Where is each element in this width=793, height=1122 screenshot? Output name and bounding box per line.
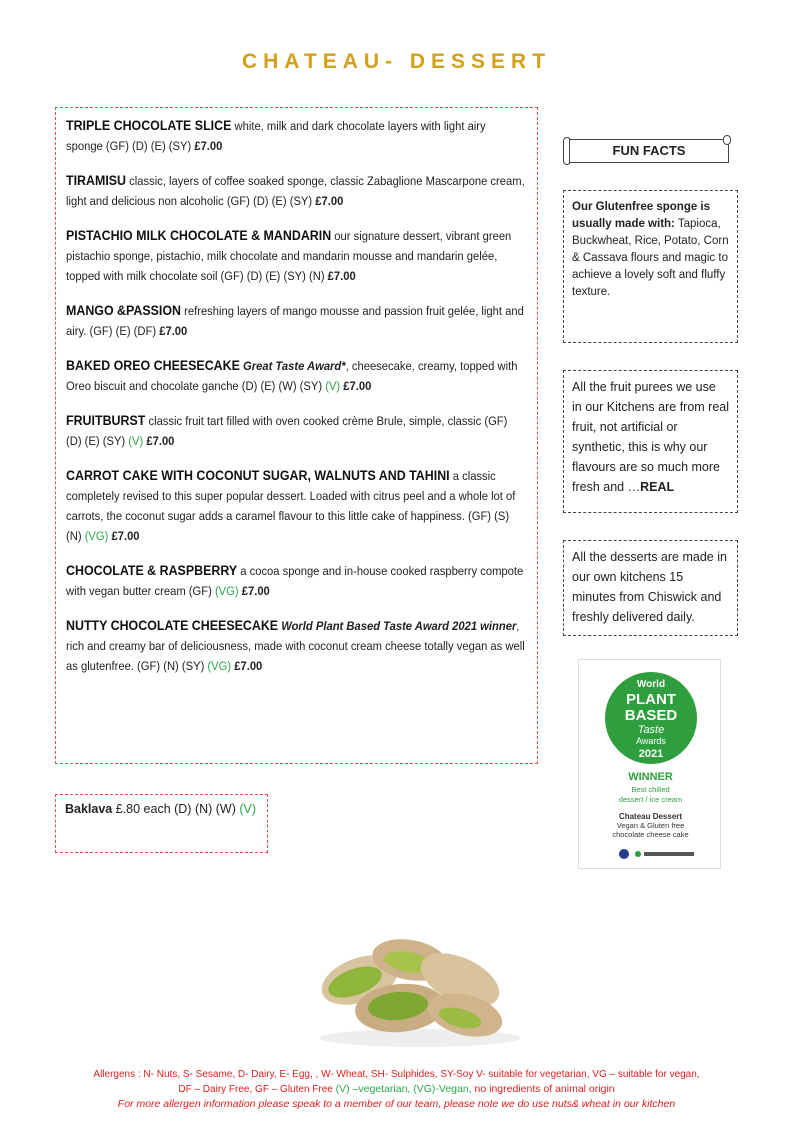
logo-text-taste: Taste [637, 724, 665, 736]
item-name: MANGO &PASSION [66, 303, 182, 318]
item-price: £7.00 [238, 584, 270, 598]
item-name: NUTTY CHOCOLATE CHEESECAKE [66, 618, 279, 633]
menu-item [66, 561, 525, 601]
sponsor-logos [619, 848, 699, 860]
logo-text-based: BASED [624, 707, 678, 724]
item-name: CHOCOLATE & RASPBERRY [66, 563, 238, 578]
menu-item [66, 616, 525, 676]
allergen-text: no ingredients of animal origin [471, 1083, 615, 1095]
award-category [579, 785, 722, 805]
item-price: £7.00 [315, 194, 344, 208]
menu-item [66, 411, 525, 451]
baklava-diet-tag: (V) [239, 802, 257, 816]
menu-item [66, 226, 525, 286]
sponsor-wordmark [644, 852, 694, 856]
item-description: , rich and creamy bar of deliciousness, made with coconut cream cheese totally vegan as well as glutenfree. (GF) (N) (SY) [66, 619, 525, 673]
award-product-line: chocolate cheese cake [612, 830, 689, 839]
award-winner-label: WINNER [628, 771, 673, 783]
fact-bold-end: REAL [640, 480, 675, 494]
item-price: £7.00 [194, 139, 223, 153]
item-diet-tag: (VG) [214, 584, 239, 598]
fact-text: All the fruit purees we use in our Kitchens are from real fruit, not artificial or synthetic, this is why our flavours are so much more fresh and … [572, 380, 730, 494]
item-price: £7.00 [143, 434, 175, 448]
item-diet-tag: (V) [325, 379, 341, 393]
item-price: £7.00 [231, 659, 263, 673]
menu-item [66, 171, 525, 211]
plant-based-awards-logo [605, 672, 697, 764]
logo-text-year: 2021 [638, 748, 664, 760]
baklava-description: £.80 each (D) (N) (W) [112, 802, 240, 816]
item-description: refreshing layers of mango mousse and passion fruit gelée, light and airy. (GF) (E) (DF) [66, 304, 524, 338]
menu-item [66, 116, 525, 156]
item-description: classic fruit tart filled with oven cooked crème Brule, simple, classic (GF) (D) (E) (SY) [66, 414, 508, 448]
item-award: Great Taste Award* [239, 359, 346, 373]
item-name: CARROT CAKE WITH COCONUT SUGAR, WALNUTS AND TAHINI [66, 468, 450, 483]
item-name: BAKED OREO CHEESECAKE [66, 358, 240, 373]
fun-fact-glutenfree [563, 190, 738, 343]
allergen-text: DF – Dairy Free, GF – Gluten Free [178, 1084, 336, 1095]
menu-item [66, 466, 525, 546]
baklava-box [55, 794, 268, 853]
item-description: a classic completely revised to this super popular dessert. Loaded with citrus peel and a whole lot of carrots, the coconut sugar adds a caramel flavour to this little cake of happiness. (GF) (S) (N) [66, 469, 516, 543]
fun-facts-heading: FUN FACTS [569, 139, 729, 163]
menu-item [66, 356, 525, 396]
fun-fact-fruit [563, 370, 738, 513]
logo-text-plant: PLANT [626, 691, 676, 708]
scroll-curl-right [723, 135, 731, 145]
item-description: white, milk and dark chocolate layers with light airy sponge (GF) (D) (E) (SY) [66, 119, 486, 153]
item-description: a cocoa sponge and in-house cooked raspberry compote with vegan butter cream (GF) [66, 564, 524, 598]
allergen-diet-note: (V) –vegetarian, (VG)-Vegan, [335, 1083, 472, 1095]
item-description: classic, layers of coffee soaked sponge, classic Zabaglione Mascarpone cream, light and delicious non alcoholic (GF) (D) (E) (SY) [66, 174, 525, 208]
item-price: £7.00 [159, 324, 188, 338]
award-product-name: Chateau Dessert [618, 812, 683, 821]
sponsor-circle-icon [619, 849, 629, 859]
logo-text-world: World [636, 679, 666, 690]
item-name: TIRAMISU [66, 173, 127, 188]
dessert-menu [55, 107, 538, 764]
item-price: £7.00 [327, 269, 356, 283]
award-product-line: Vegan & Gluten free [616, 821, 685, 830]
allergen-legend: Allergens : N- Nuts, S- Sesame, D- Dairy, E- Egg, , W- Wheat, SH- Sulphides, SY-Soy V- suitable for vegetarian, VG – suitable for vegan, [93, 1069, 700, 1080]
award-badge-card [578, 659, 721, 869]
item-diet-tag: (VG) [207, 659, 232, 673]
fun-facts-banner [563, 135, 731, 167]
item-name: PISTACHIO MILK CHOCOLATE & MANDARIN [66, 228, 332, 243]
fact-text: Tapioca, Buckwheat, Rice, Potato, Corn & Cassava flours and magic to achieve a lovely soft and fluffy texture. [572, 218, 729, 298]
award-product [579, 812, 722, 839]
allergen-legend-line2 [40, 1082, 753, 1097]
item-award: World Plant Based Taste Award 2021 winner [278, 619, 517, 633]
menu-item [66, 301, 525, 341]
item-name: TRIPLE CHOCOLATE SLICE [66, 118, 232, 133]
item-name: FRUITBURST [66, 413, 146, 428]
fact-text: All the desserts are made in our own kitchens 15 minutes from Chiswick and freshly delivered daily. [572, 550, 727, 624]
pistachio-image [300, 920, 530, 1050]
allergen-footer [40, 1068, 753, 1111]
sponsor-leaf-icon [635, 851, 641, 857]
fact-bold-lead: Our Glutenfree sponge is usually made with: [572, 201, 711, 230]
item-price: £7.00 [108, 529, 140, 543]
award-category-line: dessert / ice cream [618, 795, 683, 804]
item-description: our signature dessert, vibrant green pistachio sponge, pistachio, milk chocolate and mandarin mousse and mandarin gelée, topped with milk chocolate soil (GF) (D) (E) (SY) (N) [66, 229, 512, 283]
logo-text-awards: Awards [636, 736, 666, 746]
item-description: , cheesecake, creamy, topped with Oreo biscuit and chocolate ganche (D) (E) (W) (SY) [66, 359, 518, 393]
page-title: CHATEAU- DESSERT [241, 50, 552, 73]
item-diet-tag: (VG) [84, 529, 109, 543]
allergen-note: For more allergen information please speak to a member of our team, please note we do use nuts& wheat in our kitchen [117, 1098, 676, 1110]
item-diet-tag: (V) [128, 434, 144, 448]
fun-fact-kitchens [563, 540, 738, 636]
baklava-name: Baklava [65, 802, 113, 816]
award-category-line: Best chilled [631, 785, 670, 794]
item-price: £7.00 [340, 379, 372, 393]
